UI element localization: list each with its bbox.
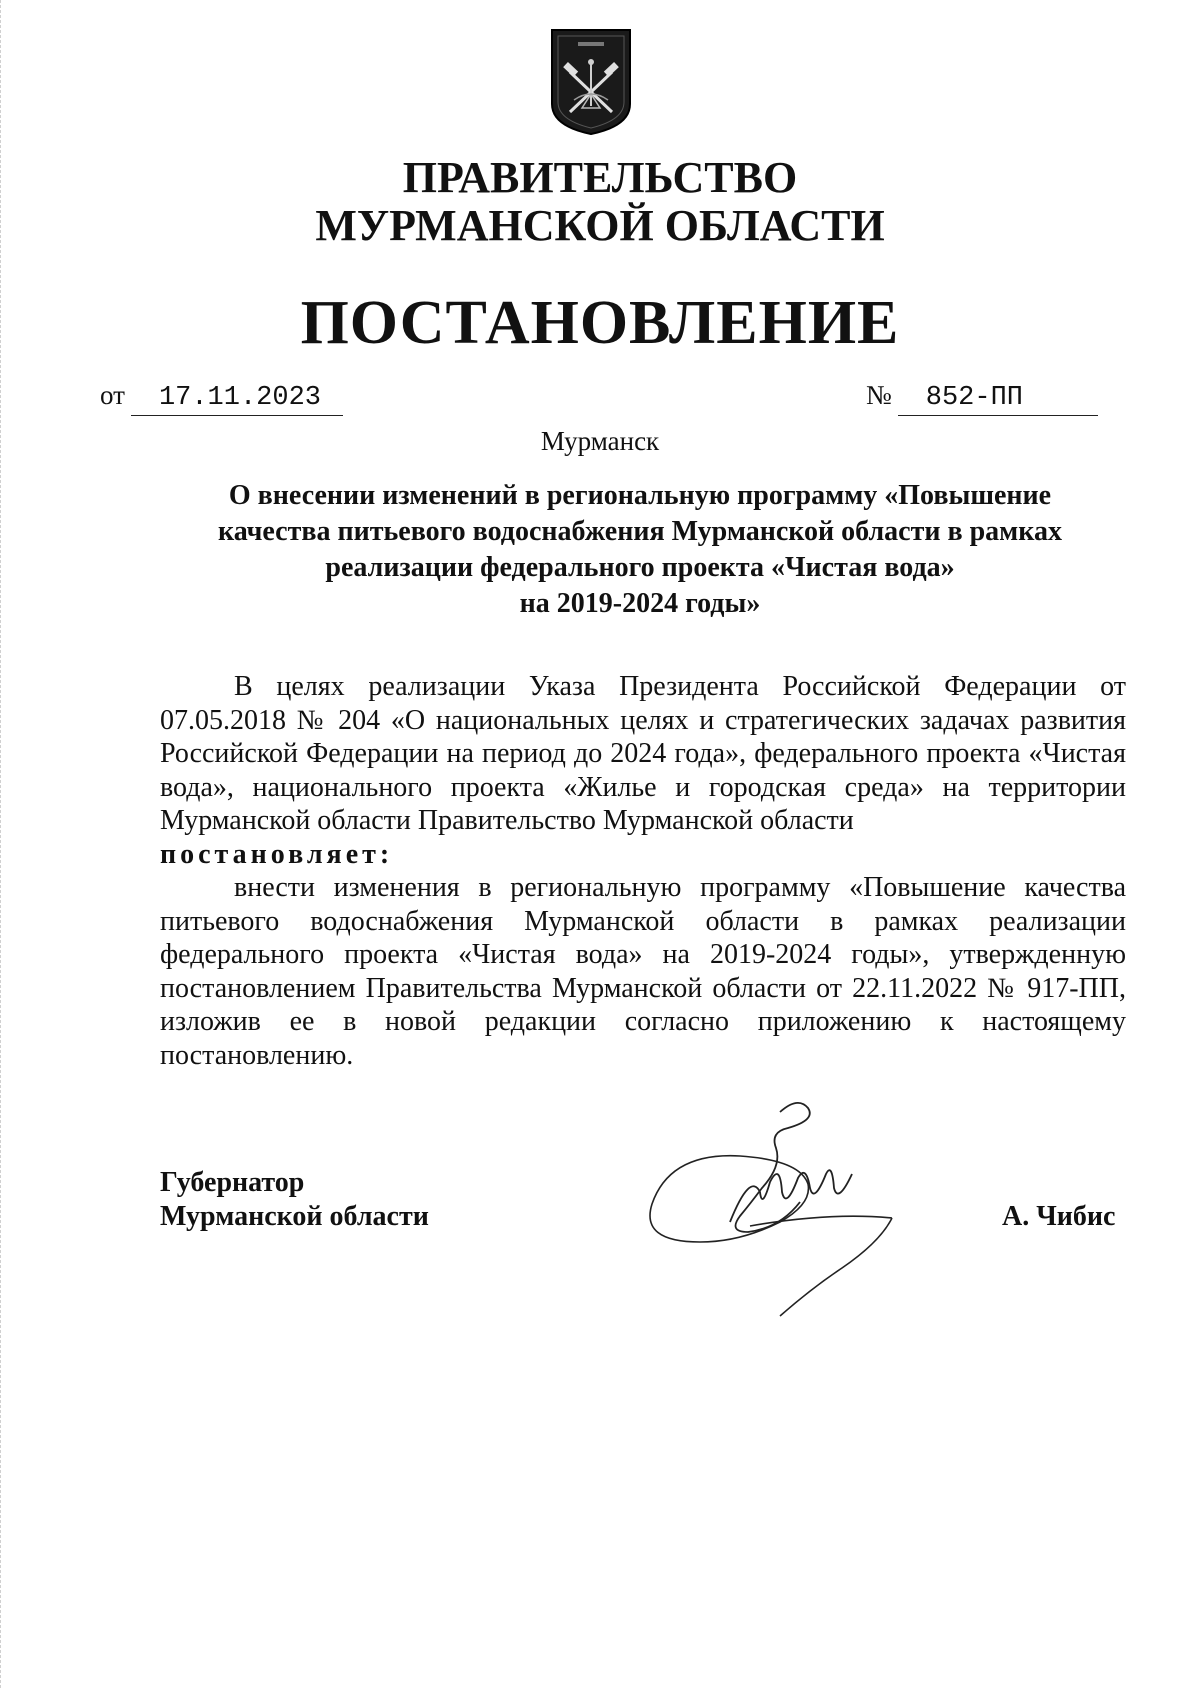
decree-word: постановляет: xyxy=(160,838,394,870)
subject-line: качества питьевого водоснабжения Мурманской области в рамках xyxy=(218,516,1062,547)
document-subject xyxy=(190,478,1090,622)
subject-line: на 2019-2024 годы» xyxy=(519,588,761,619)
org-name-line2: МУРМАНСКОЙ ОБЛАСТИ xyxy=(315,201,885,250)
date-prefix: от xyxy=(100,380,125,410)
subject-line: О внесении изменений в региональную программу «Повышение xyxy=(228,480,1052,511)
org-name-line1: ПРАВИТЕЛЬСТВО xyxy=(402,153,798,202)
number-row xyxy=(866,378,1098,416)
body-paragraph-resolution: внести изменения в региональную программу «Повышение качества питьевого водоснабжения Мурманской области в рамках реализации федерального проекта «Чистая вода» на 2019-2024 годы», утвержденную постановлением Правительства Мурманской области от 22.11.2022 № 917-ПП, изложив ее в новой редакции согласно приложению к настоящему постановлению. xyxy=(160,872,1126,1071)
body-paragraph-preamble: В целях реализации Указа Президента Российской Федерации от 07.05.2018 № 204 «О национальных целях и стратегических задачах развития Российской Федерации на период до 2024 года», федерального проекта «Чистая вода», национального проекта «Жилье и городская среда» на территории Мурманской области Правительство Мурманской области xyxy=(160,671,1126,836)
subject-line: реализации федерального проекта «Чистая вода» xyxy=(325,552,955,583)
number-prefix: № xyxy=(866,380,892,410)
handwritten-signature xyxy=(630,1092,970,1324)
document-number: 852-ПП xyxy=(898,381,1098,416)
coat-of-arms-icon xyxy=(548,26,634,138)
scan-edge xyxy=(0,0,4,1688)
signatory-name: А. Чибис xyxy=(1002,1201,1116,1232)
signatory-position-line2: Мурманской области xyxy=(160,1201,429,1232)
signatory-position xyxy=(160,1166,429,1234)
document-type-title: ПОСТАНОВЛЕНИЕ xyxy=(300,289,900,357)
signatory-position-line1: Губернатор xyxy=(160,1167,305,1198)
city-name: Мурманск xyxy=(540,426,660,456)
document-date: 17.11.2023 xyxy=(131,381,343,416)
date-row xyxy=(100,378,343,416)
document-body xyxy=(160,670,1126,1072)
